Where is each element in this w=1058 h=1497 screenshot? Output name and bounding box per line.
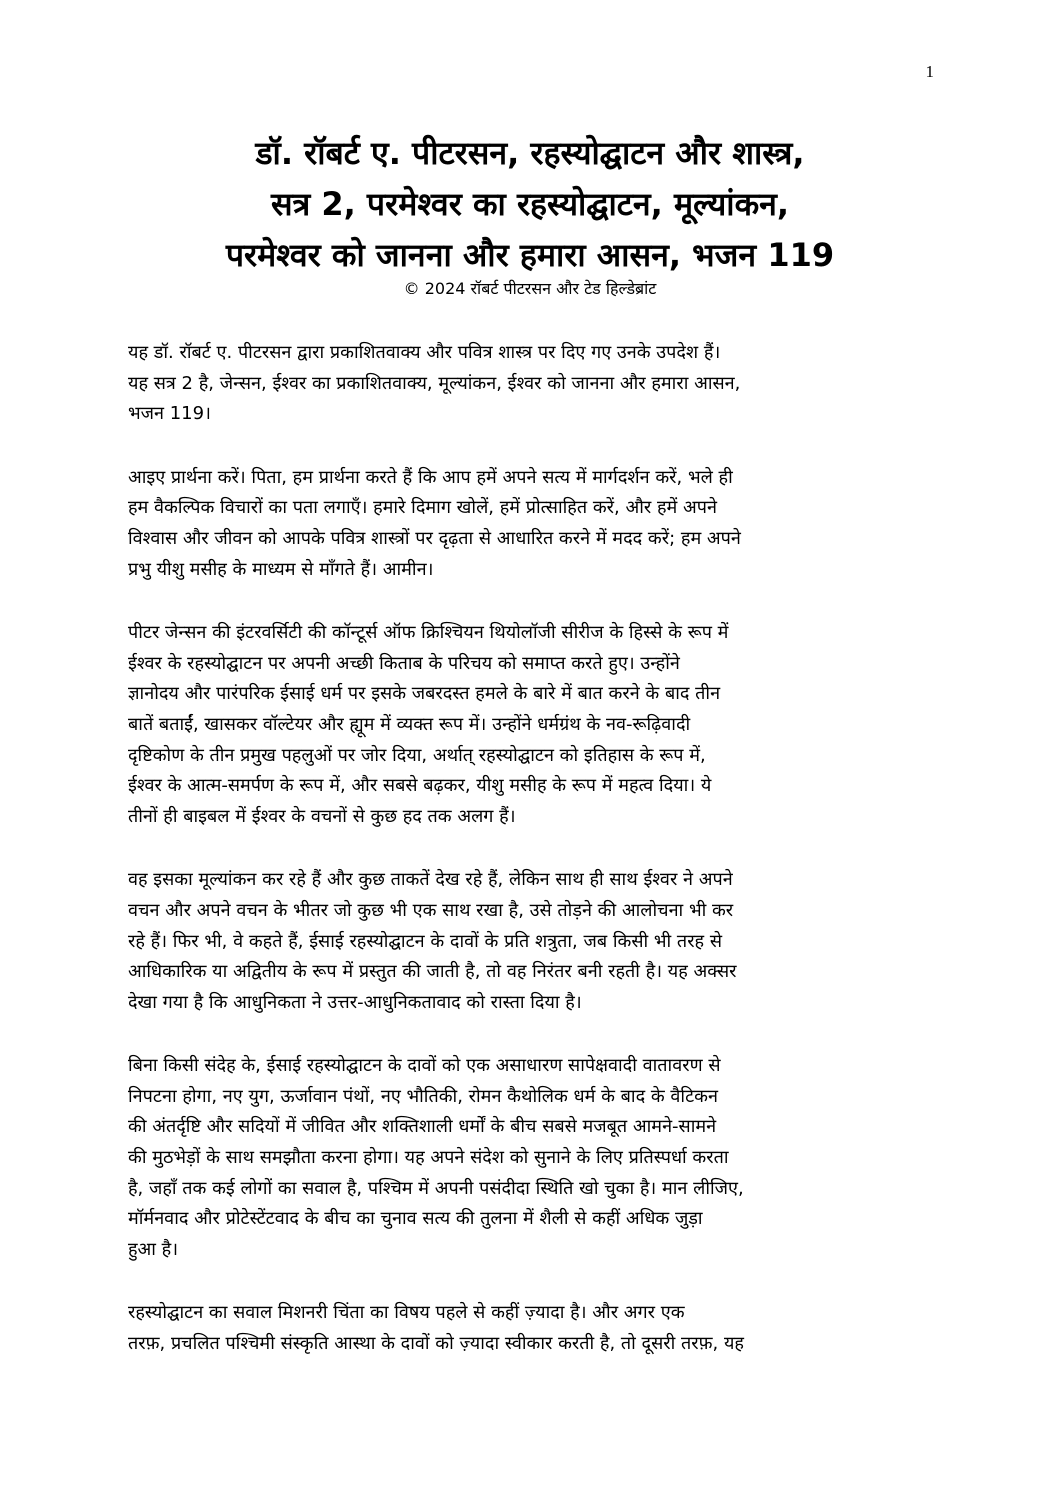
paragraph-line: प्रभु यीशु मसीह के माध्यम से माँगते हैं। आमीन। [128,558,434,580]
document-header [100,128,960,301]
paragraph-line: ईश्वर के आत्म-समर्पण के रूप में, और सबसे बढ़कर, यीशु मसीह के रूप में महत्व दिया। ये [128,775,712,797]
paragraph-line: तीनों ही बाइबल में ईश्वर के वचनों से कुछ हद तक अलग हैं। [128,805,516,827]
paragraph-line: विश्वास और जीवन को आपके पवित्र शास्त्रों पर दृढ़ता से आधारित करने में मदद करें; हम अपने [128,527,741,549]
paragraph-line: देखा गया है कि आधुनिकता ने उत्तर-आधुनिकतावाद को रास्ता दिया है। [128,991,582,1013]
paragraph-line: यह डॉ. रॉबर्ट ए. पीटरसन द्वारा प्रकाशितवाक्य और पवित्र शास्त्र पर दिए गए उनके उपदेश हैं। [128,342,721,363]
paragraph-4 [128,865,938,1018]
paragraph-line: बातें बताईं, खासकर वॉल्टेयर और ह्यूम में व्यक्त रूप में। उन्होंने धर्मग्रंथ के नव-रूढ़िवादी [128,713,691,735]
paragraph-line: ज्ञानोदय और पारंपरिक ईसाई धर्म पर इसके जबरदस्त हमले के बारे में बात करने के बाद तीन [128,683,721,705]
title-line-1: डॉ. रॉबर्ट ए. पीटरसन, रहस्योद्घाटन और शास्त्र, [255,134,805,172]
title-line-3: परमेश्वर को जानना और हमारा आसन, भजन 119 [225,236,835,274]
paragraph-line: है, जहाँ तक कई लोगों का सवाल है, पश्चिम में अपनी पसंदीदा स्थिति खो चुका है। मान लीजिए, [128,1177,744,1199]
paragraph-line: की मुठभेड़ों के साथ समझौता करना होगा। यह अपने संदेश को सुनाने के लिए प्रतिस्पर्धा करता [128,1147,729,1169]
paragraph-line: पीटर जेन्सन की इंटरवर्सिटी की कॉन्टूर्स ऑफ क्रिश्चियन थियोलॉजी सीरीज के हिस्से के रूप में [128,622,729,644]
paragraph-line: आधिकारिक या अद्वितीय के रूप में प्रस्तुत की जाती है, तो वह निरंतर बनी रहती है। यह अक्सर [128,961,737,983]
paragraph-line: यह सत्र 2 है, जेन्सन, ईश्वर का प्रकाशितवाक्य, मूल्यांकन, ईश्वर को जानना और हमारा आसन, [128,372,741,394]
paragraph-line: दृष्टिकोण के तीन प्रमुख पहलुओं पर जोर दिया, अर्थात् रहस्योद्घाटन को इतिहास के रूप में, [128,744,706,766]
paragraph-line: हम वैकल्पिक विचारों का पता लगाएँ। हमारे दिमाग खोलें, हमें प्रोत्साहित करें, और हमें अपने [128,497,717,519]
paragraph-line: वचन और अपने वचन के भीतर जो कुछ भी एक साथ रखा है, उसे तोड़ने की आलोचना भी कर [128,899,734,921]
paragraph-3 [128,618,938,832]
paragraph-5 [128,1051,938,1265]
page-number: 1 [925,62,934,81]
paragraph-line: हुआ है। [128,1238,179,1260]
paragraph-line: ईश्वर के रहस्योद्घाटन पर अपनी अच्छी किताब के परिचय को समाप्त करते हुए। उन्होंने [128,652,680,674]
paragraph-line: मॉर्मनवाद और प्रोटेस्टेंटवाद के बीच का चुनाव सत्य की तुलना में शैली से कहीं अधिक जुड़ा [128,1208,703,1230]
paragraph-line: बिना किसी संदेह के, ईसाई रहस्योद्घाटन के दावों को एक असाधारण सापेक्षवादी वातावरण से [128,1055,721,1077]
paragraph-line: भजन 119। [128,403,211,425]
title-line-2: सत्र 2, परमेश्वर का रहस्योद्घाटन, मूल्यांकन, [270,185,790,223]
paragraph-line: तरफ़, प्रचलित पश्चिमी संस्कृति आस्था के दावों को ज़्यादा स्वीकार करती है, तो दूसरी तरफ़, यह [128,1333,744,1355]
document-body [128,338,938,1393]
paragraph-line: वह इसका मूल्यांकन कर रहे हैं और कुछ ताकतें देख रहे हैं, लेकिन साथ ही साथ ईश्वर ने अपने [128,869,733,891]
paragraph-2 [128,463,938,585]
copyright-notice: © 2024 रॉबर्ट पीटरसन और टेड हिल्डेब्रांट [403,279,657,298]
paragraph-line: निपटना होगा, नए युग, ऊर्जावान पंथों, नए भौतिकी, रोमन कैथोलिक धर्म के बाद के वैटिकन [128,1085,718,1107]
paragraph-6 [128,1298,938,1359]
paragraph-line: की अंतर्दृष्टि और सदियों में जीवित और शक्तिशाली धर्मों के बीच सबसे मजबूत आमने-सामने [128,1116,717,1138]
paragraph-line: आइए प्रार्थना करें। पिता, हम प्रार्थना करते हैं कि आप हमें अपने सत्य में मार्गदर्शन करें, भले ही [128,466,733,488]
paragraph-line: रहे हैं। फिर भी, वे कहते हैं, ईसाई रहस्योद्घाटन के दावों के प्रति शत्रुता, जब किसी भी तरह से [128,930,723,952]
paragraph-line: रहस्योद्घाटन का सवाल मिशनरी चिंता का विषय पहले से कहीं ज़्यादा है। और अगर एक [128,1302,685,1324]
paragraph-1 [128,338,938,430]
